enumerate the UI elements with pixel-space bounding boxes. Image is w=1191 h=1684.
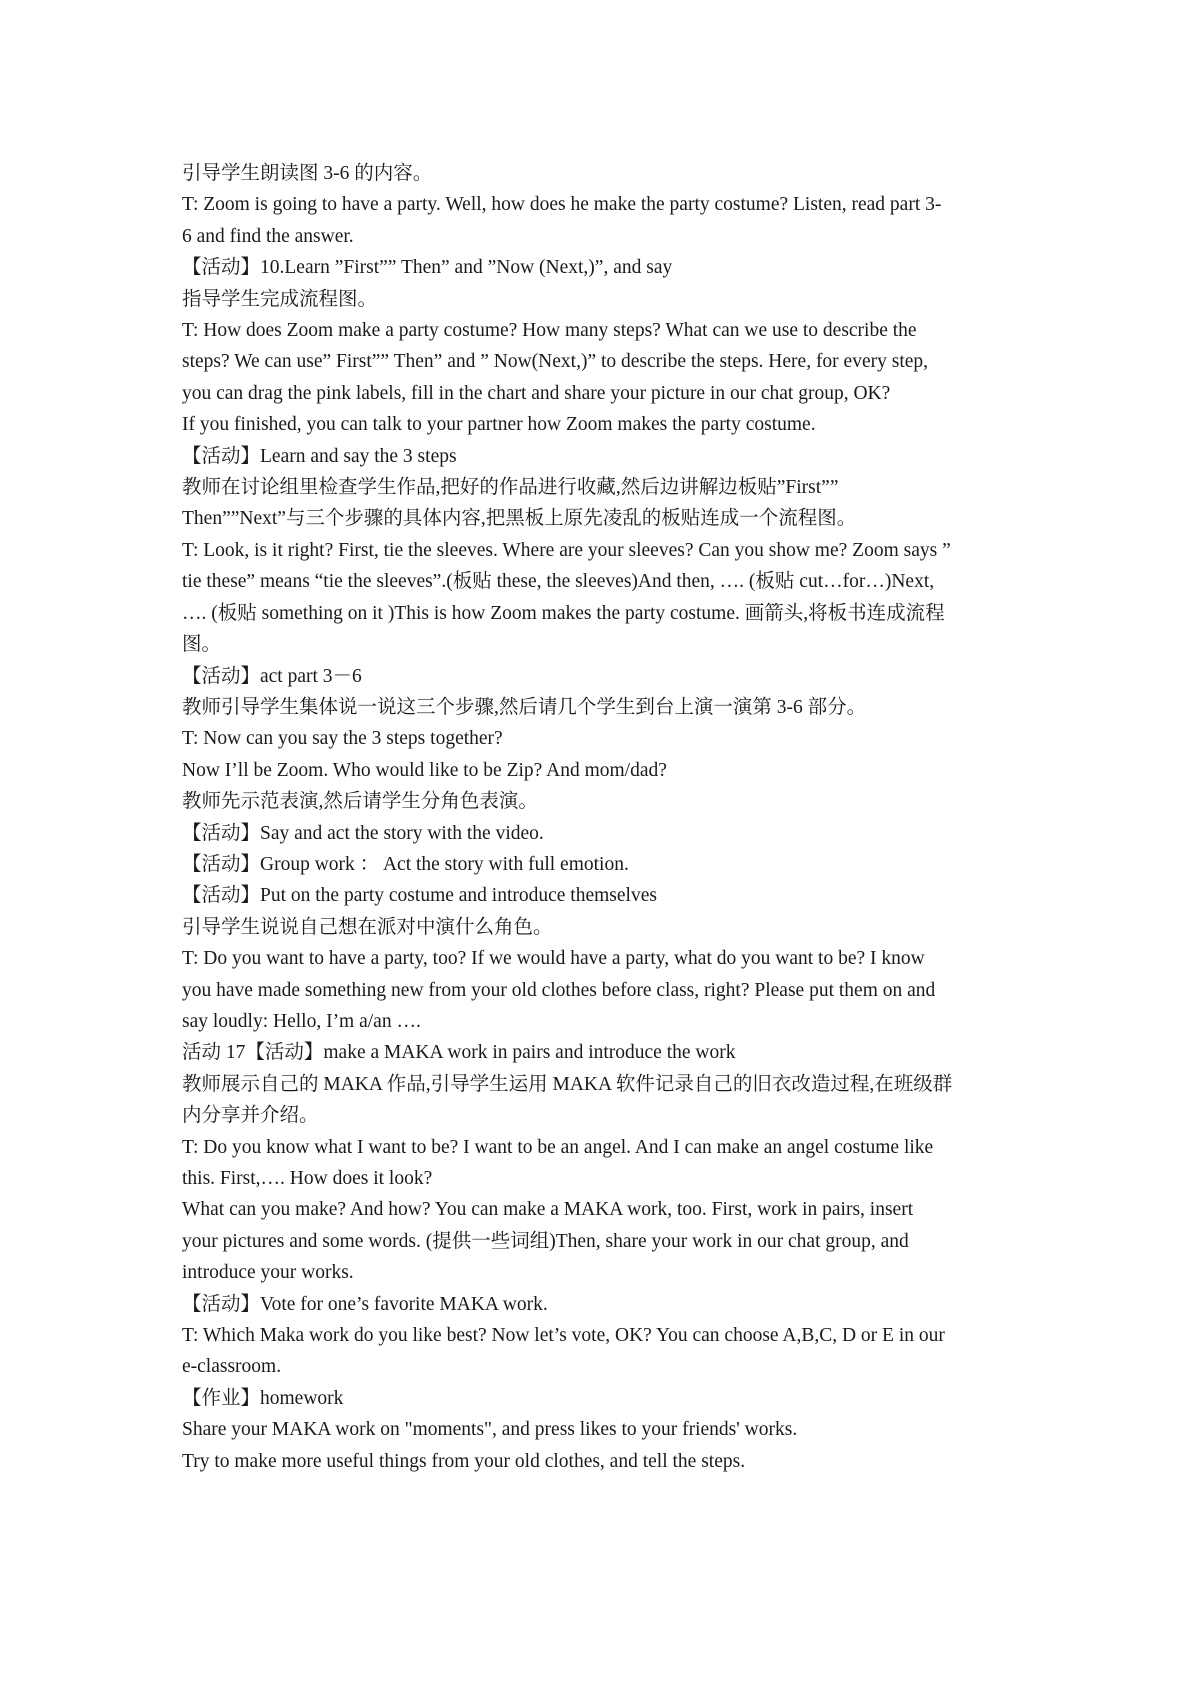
document-page xyxy=(182,158,1022,1477)
activity-heading: 【活动】Group work ： Act the story with full emotion. xyxy=(182,853,629,875)
text-line: What can you make? And how? You can make a MAKA work, too. First, work in pairs, insert xyxy=(182,1199,914,1221)
text-line: T: Look, is it right? First, tie the sleeves. Where are your sleeves? Can you show me? Zoom says ” xyxy=(182,539,951,561)
text-line: 教师引导学生集体说一说这三个步骤,然后请几个学生到台上演一演第 3-6 部分。 xyxy=(182,696,867,718)
text-line: this. First,…. How does it look? xyxy=(182,1168,433,1189)
homework-heading: 【作业】homework xyxy=(182,1387,344,1409)
text-line: Then””Next”与三个步骤的具体内容,把黑板上原先凌乱的板贴连成一个流程图。 xyxy=(182,508,857,530)
text-line: steps? We can use” First”” Then” and ” Now(Next,)” to describe the steps. Here, for every step, xyxy=(182,351,929,373)
text-line: 6 and find the answer. xyxy=(182,225,354,247)
text-line: 图。 xyxy=(182,634,222,656)
text-line: e-classroom. xyxy=(182,1356,282,1378)
text-line: 教师展示自己的 MAKA 作品,引导学生运用 MAKA 软件记录自己的旧衣改造过程,在班级群 xyxy=(182,1073,953,1095)
text-line: you have made something new from your old clothes before class, right? Please put them on and xyxy=(182,979,936,1001)
text-line: 教师先示范表演,然后请学生分角色表演。 xyxy=(182,791,538,813)
text-line: say loudly: Hello, I’m a/an …. xyxy=(182,1010,421,1032)
text-line: T: Do you want to have a party, too? If we would have a party, what do you want to be? I know xyxy=(182,948,925,970)
text-line: 内分享并介绍。 xyxy=(182,1105,319,1127)
activity-heading: 【活动】Vote for one’s favorite MAKA work. xyxy=(182,1293,548,1315)
activity-heading: 【活动】Say and act the story with the video. xyxy=(182,822,544,844)
text-line: Now I’ll be Zoom. Who would like to be Zip? And mom/dad? xyxy=(182,759,667,781)
text-line: 指导学生完成流程图。 xyxy=(182,288,378,310)
text-line: …. (板贴 something on it )This is how Zoom makes the party costume. 画箭头,将板书连成流程 xyxy=(182,602,945,624)
text-line: Try to make more useful things from your old clothes, and tell the steps. xyxy=(182,1450,746,1472)
activity-heading: 【活动】10.Learn ”First”” Then” and ”Now (Next,)”, and say xyxy=(182,257,673,279)
activity-heading: 【活动】Learn and say the 3 steps xyxy=(182,445,457,467)
text-line: your pictures and some words. (提供一些词组)Then, share your work in our chat group, and xyxy=(182,1230,909,1252)
text-line: Share your MAKA work on "moments", and press likes to your friends' works. xyxy=(182,1419,798,1441)
text-line: T: Which Maka work do you like best? Now let’s vote, OK? You can choose A,B,C, D or E in our xyxy=(182,1325,945,1347)
text-line: T: How does Zoom make a party costume? How many steps? What can we use to describe the xyxy=(182,320,917,342)
text-line: T: Zoom is going to have a party. Well, how does he make the party costume? Listen, read part 3- xyxy=(182,194,942,216)
activity-heading: 活动 17【活动】make a MAKA work in pairs and introduce the work xyxy=(182,1042,736,1064)
text-line: 教师在讨论组里检查学生作品,把好的作品进行收藏,然后边讲解边板贴”First”” xyxy=(182,477,839,499)
text-line: tie these” means “tie the sleeves”.(板贴 these, the sleeves)And then, …. (板贴 cut…for…)Next, xyxy=(182,571,935,593)
text-line: introduce your works. xyxy=(182,1262,354,1284)
text-line: 引导学生朗读图 3-6 的内容。 xyxy=(182,163,433,184)
text-line: you can drag the pink labels, fill in the chart and share your picture in our chat group, OK? xyxy=(182,382,891,404)
text-line: If you finished, you can talk to your partner how Zoom makes the party costume. xyxy=(182,414,816,436)
activity-heading: 【活动】act part 3－6 xyxy=(182,665,362,687)
text-line: T: Do you know what I want to be? I want to be an angel. And I can make an angel costume like xyxy=(182,1136,934,1158)
text-line: T: Now can you say the 3 steps together? xyxy=(182,728,503,750)
activity-heading: 【活动】Put on the party costume and introduce themselves xyxy=(182,885,657,907)
text-line: 引导学生说说自己想在派对中演什么角色。 xyxy=(182,916,553,938)
